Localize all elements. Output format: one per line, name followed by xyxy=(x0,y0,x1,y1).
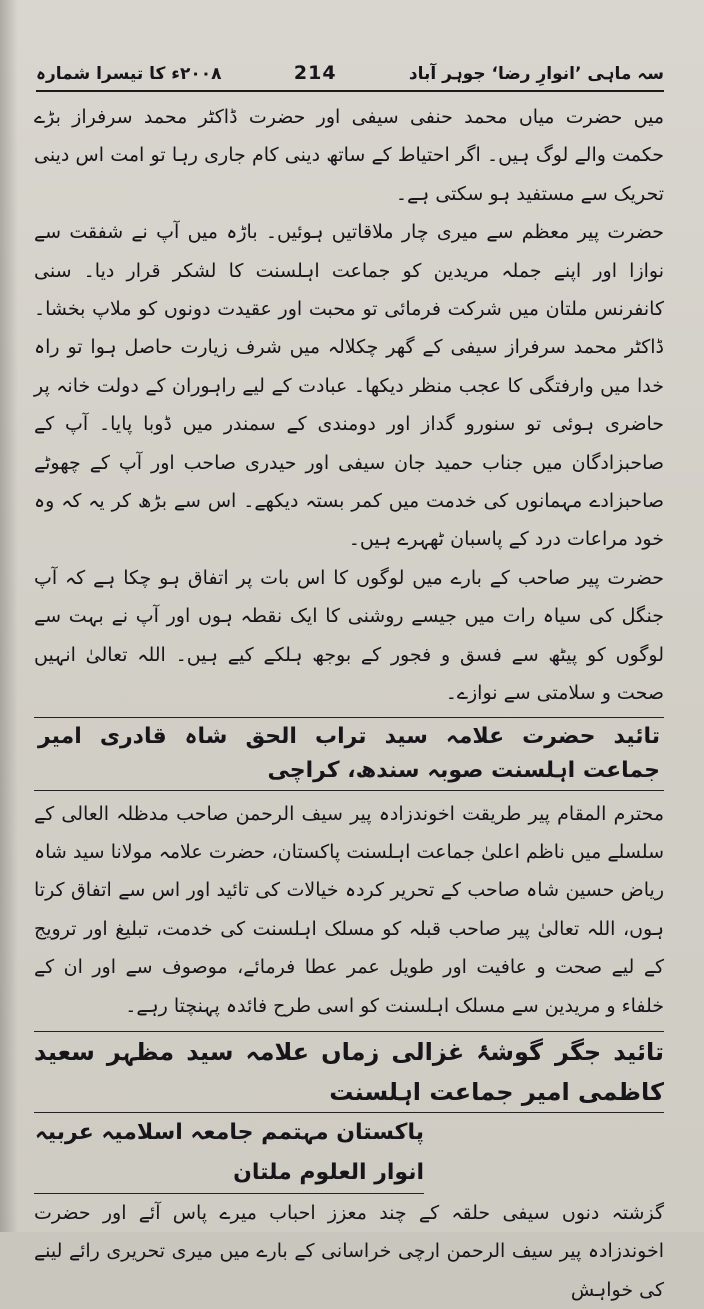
section-subheading-wrap xyxy=(34,1113,664,1194)
header-rule xyxy=(36,90,664,92)
paragraph: حضرت پیر معظم سے میری چار ملاقاتیں ہوئیں۔ باڑہ میں آپ نے شفقت سے نوازا اور اپنے جملہ مریدین کو جماعت اہلسنت کا لشکر قرار دیا۔ سنی کانفرنس ملتان میں شرکت فرمائی تو محبت اور عقیدت دونوں کو ملاپ بخشا۔ ڈاکٹر محمد سرفراز سیفی کے گھر چکلالہ میں شرف زیارت حاصل ہوا تو راہ خدا میں وارفتگی کا عجب منظر دیکھا۔ عبادت کے لیے راہوران کے دولت خانہ پر حاضری ہوئی تو سنورو گداز اور دومندی کے سمندر میں ڈوبا پایا۔ آپ کے صاحبزادگان میں جناب حمید جان سیفی اور حیدری صاحب اور آپ کے چھوٹے صاحبزادے مہمانوں کی خدمت میں کمر بستہ دیکھے۔ اس سے بڑھ کر یہ کہ وہ خود مراعات درد کے پاسبان ٹھہرے ہیں۔ xyxy=(34,221,664,551)
page-number: 214 xyxy=(293,62,337,84)
article-body xyxy=(34,98,664,1309)
section-heading: تائید جگر گوشۂ غزالی زماں علامہ سید مظہر سعید کاظمی امیر جماعت اہلسنت xyxy=(34,1031,664,1113)
binding-shadow xyxy=(0,0,18,1232)
section-heading: تائید حضرت علامہ سید تراب الحق شاہ قادری امیر جماعت اہلسنت صوبہ سندھ، کراچی xyxy=(34,717,664,791)
paragraph: حضرت پیر صاحب کے بارے میں لوگوں کا اس بات پر اتفاق ہو چکا ہے کہ آپ جنگل کی سیاہ رات میں جیسے روشنی کا ایک نقطہ ہوں اور آپ نے بہت سے لوگوں کو پیٹھ سے فسق و فجور کے بوجھ ہلکے کیے ہیں۔ اللہ تعالیٰ انہیں صحت و سلامتی سے نوازے۔ xyxy=(34,566,664,705)
paragraph: محترم المقام پیر طریقت اخوندزادہ پیر سیف الرحمن صاحب مدظلہ العالی کے سلسلے میں ناظم اعلیٰ جماعت اہلسنت پاکستان، حضرت علامہ مولانا سید شاہ ریاض حسین شاہ صاحب کے تحریر کردہ خیالات کی تائید اور اس سے اتفاق کرتا ہوں، اللہ تعالیٰ پیر صاحب قبلہ کو مسلک اہلسنت کی خدمت، تبلیغ اور ترویج کے لیے صحت و عافیت اور طویل عمر عطا فرمائے، موصوف سے اور ان کے خلفاء و مریدین سے مسلک اہلسنت کو اسی طرح فائدہ پہنچتا رہے۔ xyxy=(34,802,664,1017)
magazine-title: سہ ماہی ’انوارِ رضا‘ جوہر آباد xyxy=(408,63,664,84)
running-header xyxy=(36,56,664,90)
section-subheading: پاکستان مہتمم جامعہ اسلامیہ عربیہ انوار العلوم ملتان xyxy=(34,1113,424,1194)
issue-label: ۲۰۰۸ء کا تیسرا شمارہ xyxy=(36,63,222,84)
paragraph: میں حضرت میاں محمد حنفی سیفی اور حضرت ڈاکٹر محمد سرفراز بڑے حکمت والے لوگ ہیں۔ اگر احتیاط کے ساتھ دینی کام جاری رہا تو امت اس دینی تحریک سے مستفید ہو سکتی ہے۔ xyxy=(34,106,664,205)
paragraph: گزشتہ دنوں سیفی حلقہ کے چند معزز احباب میرے پاس آئے اور حضرت اخوندزادہ پیر سیف الرحمن ارچی خراسانی کے بارے میں میری تحریری رائے لینے کی خواہش xyxy=(34,1201,664,1301)
